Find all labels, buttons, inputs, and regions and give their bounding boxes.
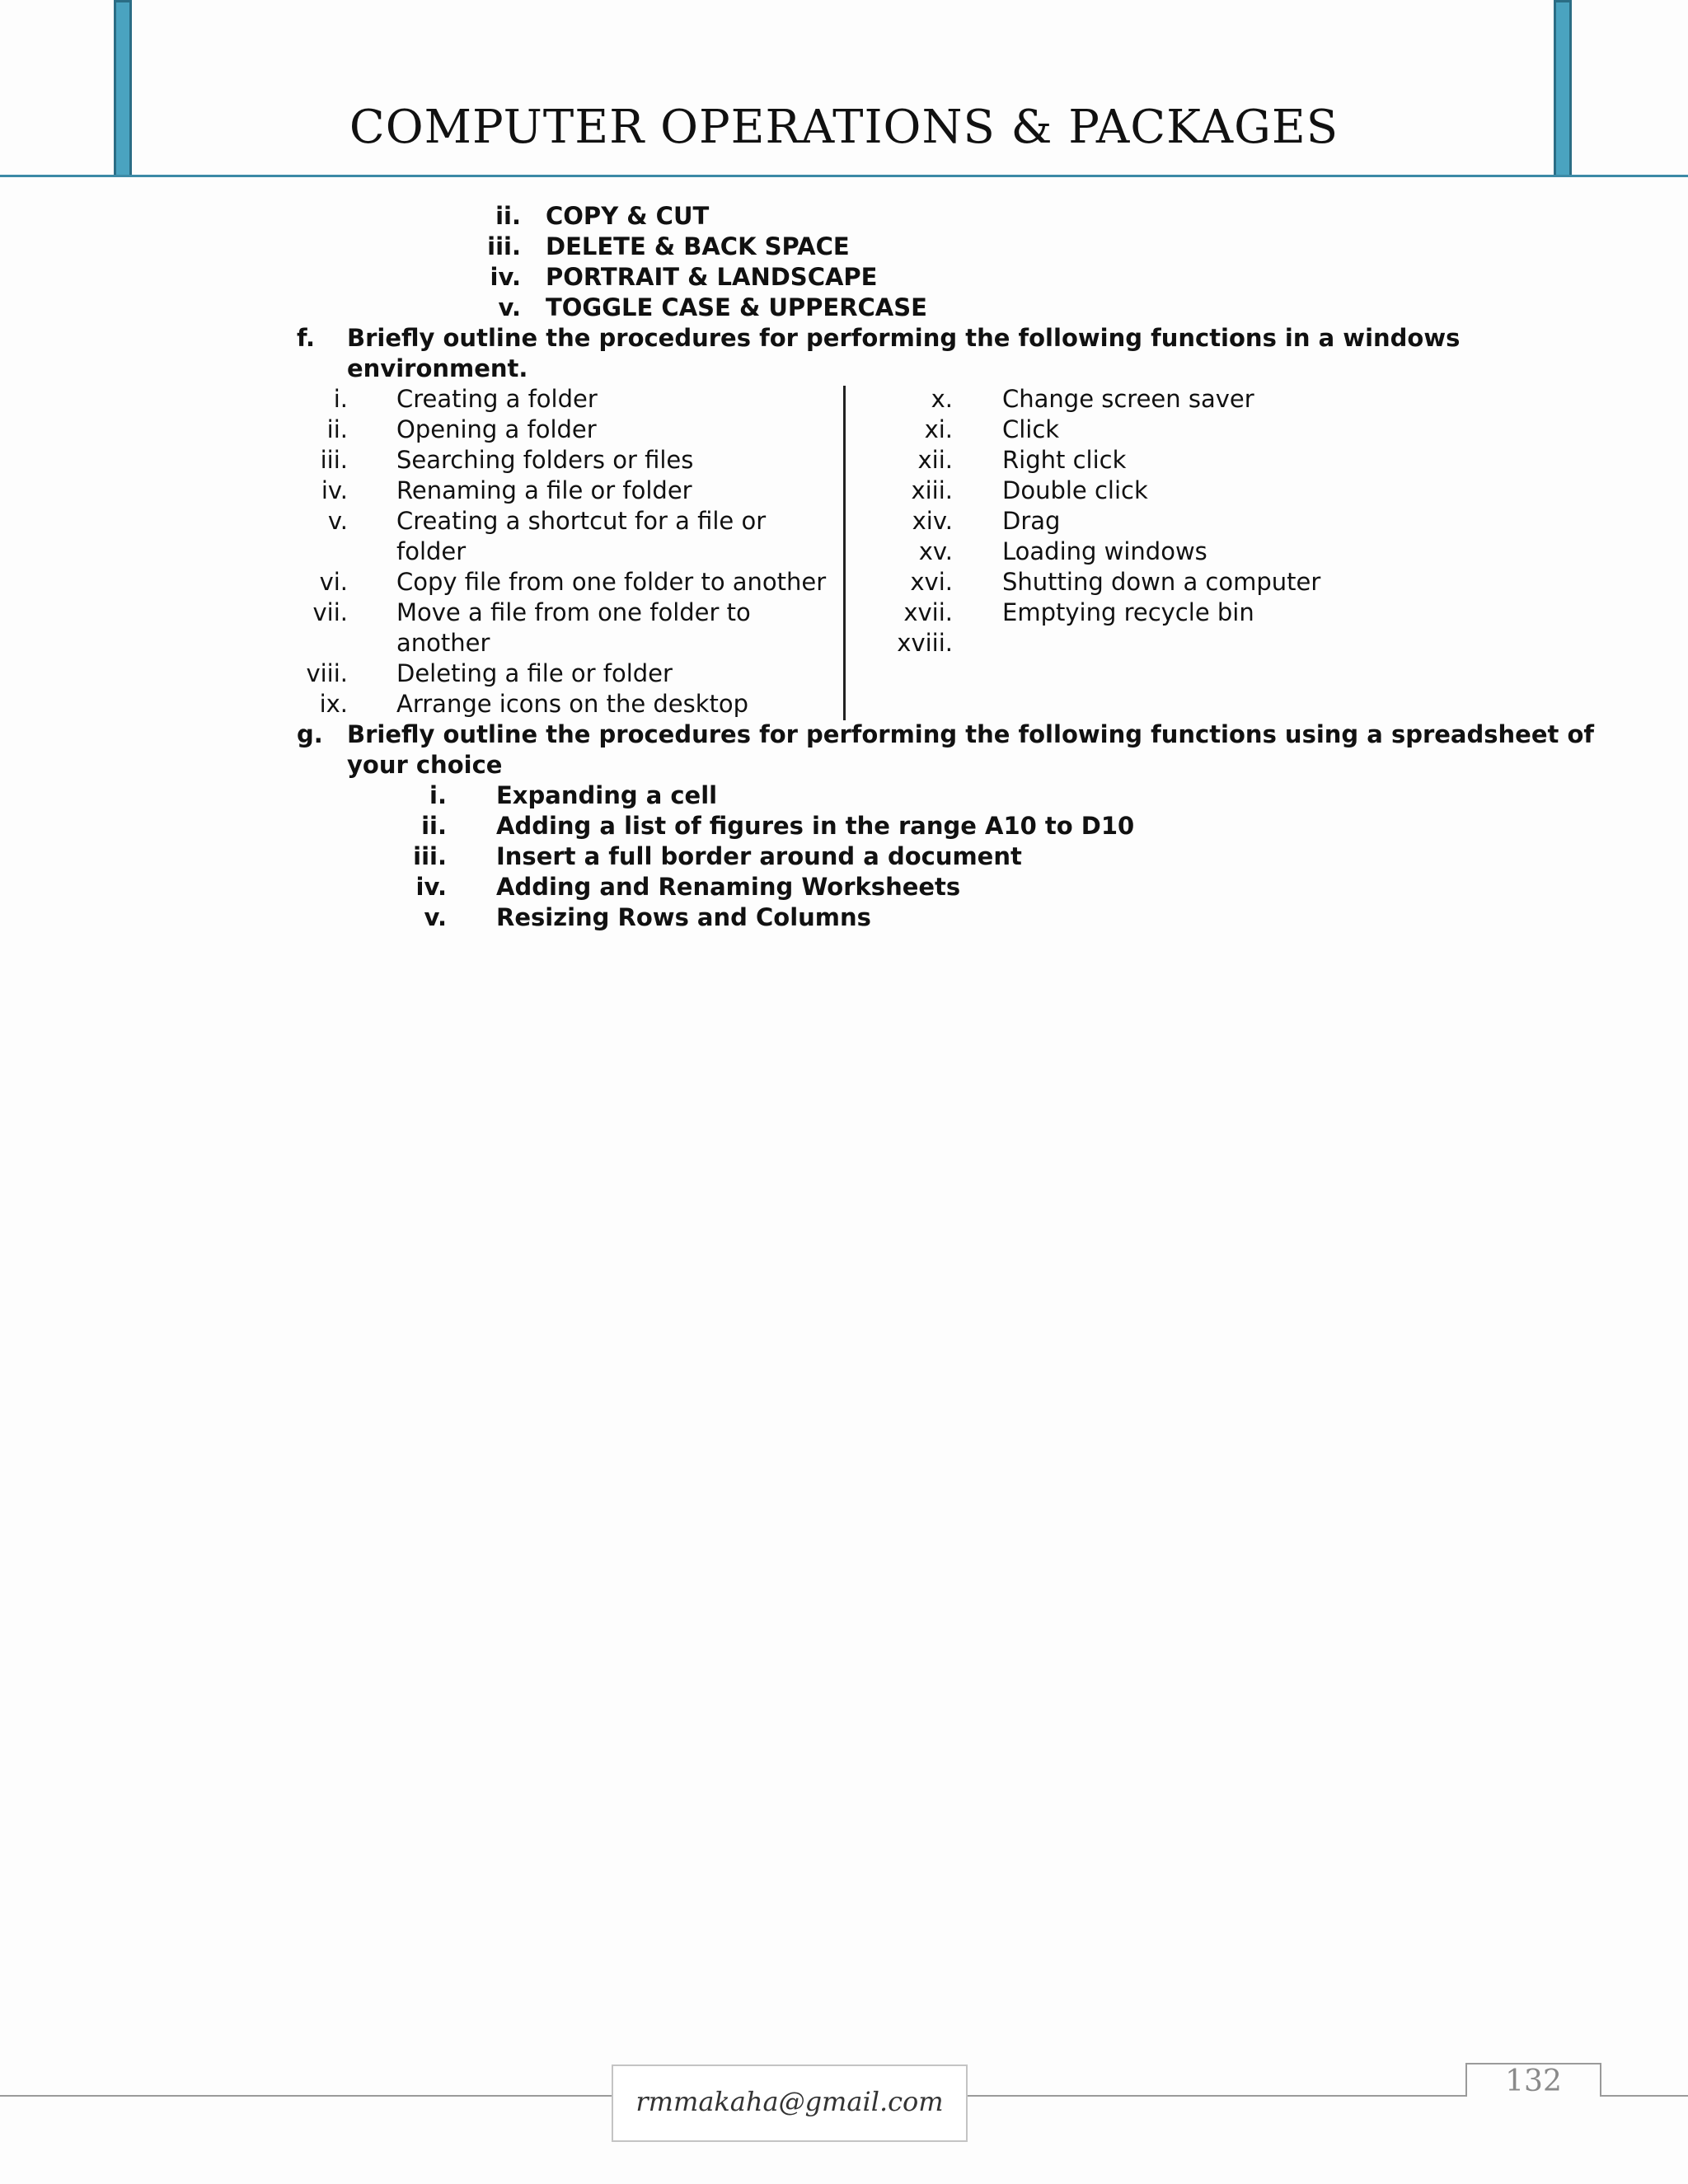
question-text: Briefly outline the procedures for performing the following functions in a windows xyxy=(347,324,1461,352)
question-letter: g. xyxy=(297,720,323,748)
list-number: xv. xyxy=(918,537,953,565)
list-number: iv. xyxy=(490,263,521,291)
list-item: COPY & CUT xyxy=(546,202,710,230)
question-text: your choice xyxy=(347,751,503,779)
list-number: xvii. xyxy=(903,598,953,626)
footer-email: rmmakaha@gmail.com xyxy=(635,2086,944,2117)
list-item: Loading windows xyxy=(1002,537,1207,565)
list-item-continuation: another xyxy=(396,629,490,657)
question-text: environment. xyxy=(347,354,528,382)
list-item: Deleting a file or folder xyxy=(396,659,673,687)
list-item: Arrange icons on the desktop xyxy=(396,690,749,718)
list-number: xvi. xyxy=(910,568,953,596)
list-number: x. xyxy=(931,385,953,413)
list-number: ii. xyxy=(421,812,447,840)
list-item: Searching folders or files xyxy=(396,446,694,474)
page-number: 132 xyxy=(1505,2064,1562,2098)
list-item: Move a file from one folder to xyxy=(396,598,751,626)
list-number: ix. xyxy=(319,690,348,718)
list-item-continuation: folder xyxy=(396,537,467,565)
footer-email-box xyxy=(612,2064,968,2142)
list-number: iii. xyxy=(487,232,521,260)
footer-rule-right xyxy=(1600,2095,1688,2097)
column-divider xyxy=(843,386,846,720)
list-number: vi. xyxy=(319,568,348,596)
list-item: Right click xyxy=(1002,446,1127,474)
list-item: Change screen saver xyxy=(1002,385,1254,413)
list-item: Adding and Renaming Worksheets xyxy=(496,873,961,901)
list-number: v. xyxy=(498,293,521,321)
list-item: Drag xyxy=(1002,507,1061,535)
list-number: iv. xyxy=(321,476,348,504)
list-number: v. xyxy=(424,903,447,931)
list-item: Opening a folder xyxy=(396,415,597,443)
list-item: Copy file from one folder to another xyxy=(396,568,827,596)
list-number: xiii. xyxy=(911,476,953,504)
list-number: xviii. xyxy=(897,629,953,657)
page-title: COMPUTER OPERATIONS & PACKAGES xyxy=(349,101,1339,154)
header-rule xyxy=(0,175,1688,177)
page-number-box xyxy=(1465,2063,1601,2096)
list-number: v. xyxy=(327,507,348,535)
list-number: vii. xyxy=(312,598,348,626)
list-number: ii. xyxy=(326,415,348,443)
list-number: ii. xyxy=(495,202,521,230)
question-text: Briefly outline the procedures for performing the following functions using a spreadsheet of xyxy=(347,720,1594,748)
list-number: xii. xyxy=(917,446,953,474)
list-item: Adding a list of figures in the range A10 to D10 xyxy=(496,812,1135,840)
list-item: Renaming a file or folder xyxy=(396,476,692,504)
footer-rule-middle xyxy=(968,2095,1467,2097)
question-letter: f. xyxy=(297,324,316,352)
list-number: viii. xyxy=(306,659,348,687)
list-item: Double click xyxy=(1002,476,1148,504)
list-item: Insert a full border around a document xyxy=(496,842,1022,870)
footer-rule-left xyxy=(0,2095,612,2097)
list-number: iii. xyxy=(320,446,348,474)
list-number: xi. xyxy=(924,415,953,443)
list-number: i. xyxy=(429,781,447,809)
list-number: iii. xyxy=(413,842,447,870)
list-item: Creating a folder xyxy=(396,385,598,413)
list-number: xiv. xyxy=(912,507,953,535)
list-item: PORTRAIT & LANDSCAPE xyxy=(546,263,878,291)
list-item: TOGGLE CASE & UPPERCASE xyxy=(546,293,927,321)
list-item: DELETE & BACK SPACE xyxy=(546,232,850,260)
list-item: Expanding a cell xyxy=(496,781,718,809)
list-item: Shutting down a computer xyxy=(1002,568,1321,596)
list-item: Creating a shortcut for a file or xyxy=(396,507,767,535)
list-item: Emptying recycle bin xyxy=(1002,598,1254,626)
list-number: iv. xyxy=(415,873,447,901)
list-item: Resizing Rows and Columns xyxy=(496,903,871,931)
list-number: i. xyxy=(333,385,348,413)
list-item: Click xyxy=(1002,415,1060,443)
